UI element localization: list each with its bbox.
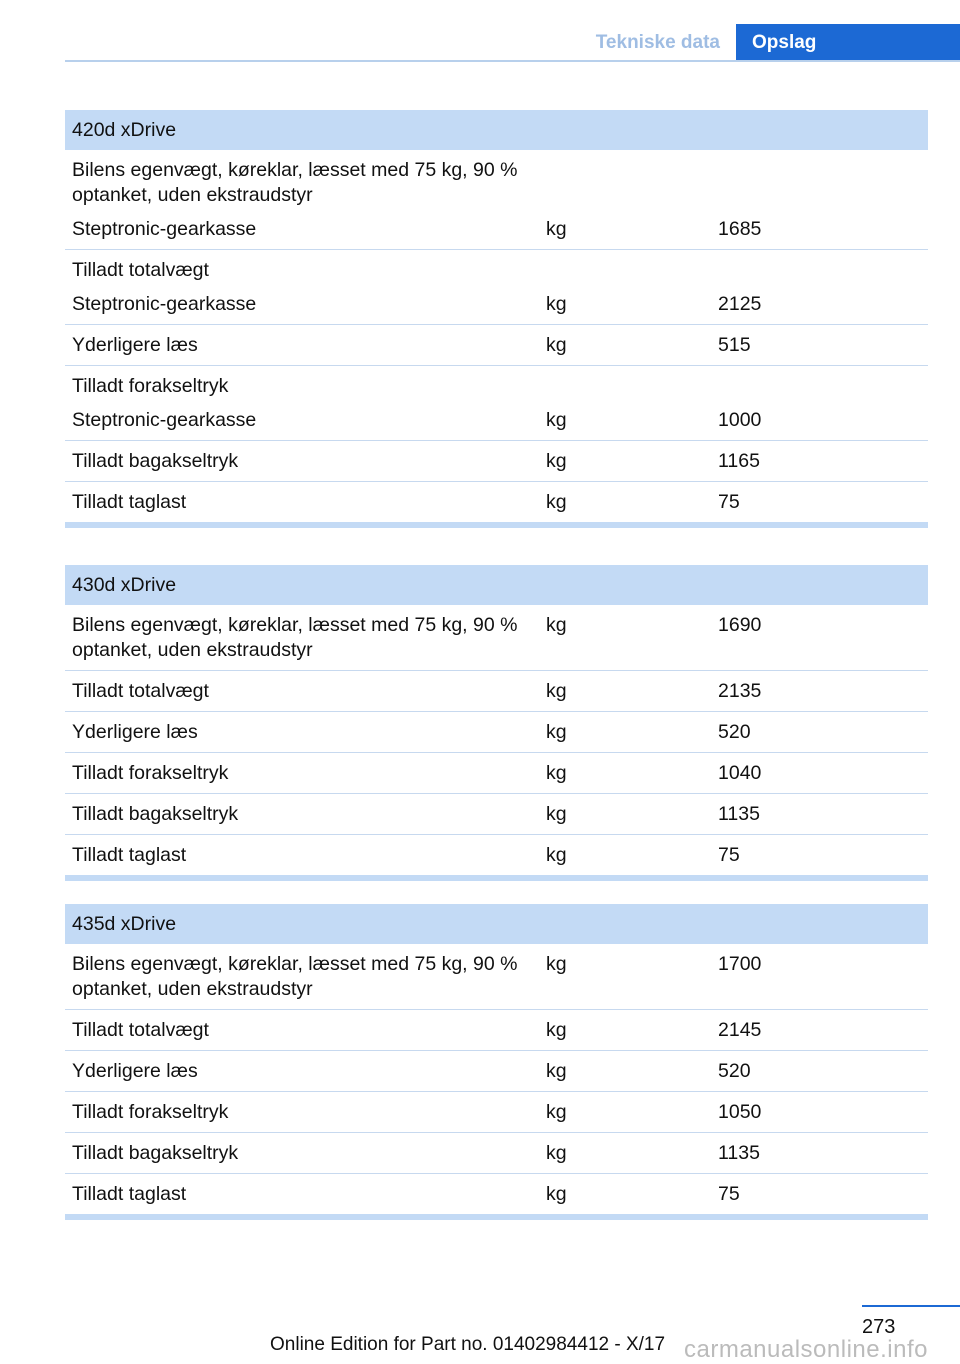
row-label: Steptronic-gearkasse [65,284,539,325]
row-unit: kg [539,1133,711,1174]
row-value [711,250,928,285]
header-tab-opslag[interactable]: Opslag [736,24,960,62]
row-value: 1040 [711,753,928,794]
row-value: 1135 [711,1133,928,1174]
row-label: Tilladt bagakseltryk [65,441,539,482]
row-value: 1165 [711,441,928,482]
footer-edition: Online Edition for Part no. 01402984412 - X/17 [270,1334,666,1355]
row-label: Tilladt forakseltryk [65,753,539,794]
table-row [65,671,928,712]
table-row [65,1174,928,1218]
row-label: Tilladt taglast [65,835,539,879]
row-label: Steptronic-gearkasse [65,209,539,250]
row-value: 520 [711,1051,928,1092]
table-row [65,794,928,835]
table-row [65,325,928,366]
row-value: 2135 [711,671,928,712]
row-unit [539,150,711,209]
watermark: carmanualsonline.info [684,1336,928,1363]
page-number: 273 [862,1316,896,1338]
row-label: Bilens egenvægt, køreklar, læsset med 75 kg, 90 % optanket, uden ekstraudstyr [65,605,539,671]
page-number-rule [862,1305,960,1307]
row-unit: kg [539,284,711,325]
row-value: 1135 [711,794,928,835]
row-label: Yderligere læs [65,325,539,366]
table-title: 420d xDrive [65,110,928,150]
row-value: 1000 [711,400,928,441]
row-label: Tilladt taglast [65,1174,539,1218]
table-title: 435d xDrive [65,904,928,944]
table-row [65,482,928,526]
row-unit: kg [539,944,711,1010]
table-row [65,250,928,285]
table-row [65,150,928,209]
row-label: Tilladt totalvægt [65,671,539,712]
table-row [65,753,928,794]
table-row [65,605,928,671]
row-unit: kg [539,1092,711,1133]
spec-table-435d [65,904,928,1220]
row-value: 2125 [711,284,928,325]
table-row [65,1010,928,1051]
table-title-row [65,565,928,605]
row-value [711,150,928,209]
row-label: Tilladt taglast [65,482,539,526]
table-row [65,284,928,325]
table-row [65,1133,928,1174]
row-label: Yderligere læs [65,712,539,753]
row-label: Tilladt forakseltryk [72,375,229,397]
spec-table-430d [65,565,928,881]
row-label: Bilens egenvægt, køreklar, læsset med 75 kg, 90 % optanket, uden ekstraudstyr [65,944,539,1010]
row-unit: kg [539,1010,711,1051]
row-label: Steptronic-gearkasse [65,400,539,441]
row-value: 1685 [711,209,928,250]
table-title: 430d xDrive [65,565,928,605]
table-row [65,441,928,482]
row-unit [539,366,711,401]
header-section-title: Tekniske data [595,31,720,53]
table-row [65,835,928,879]
row-value: 75 [711,1174,928,1218]
row-unit: kg [539,400,711,441]
row-unit: kg [539,794,711,835]
row-unit: kg [539,209,711,250]
row-value: 515 [711,325,928,366]
row-label: Yderligere læs [65,1051,539,1092]
row-unit: kg [539,671,711,712]
table-row [65,944,928,1010]
table-row [65,1051,928,1092]
row-unit: kg [539,712,711,753]
row-unit: kg [539,753,711,794]
table-title-row [65,904,928,944]
row-value: 75 [711,482,928,526]
spec-table-420d [65,110,928,528]
row-unit: kg [539,482,711,526]
row-unit: kg [539,605,711,671]
row-label: Tilladt totalvægt [72,259,209,281]
table-row [65,1092,928,1133]
row-unit: kg [539,835,711,879]
row-unit: kg [539,325,711,366]
row-value: 75 [711,835,928,879]
row-value: 520 [711,712,928,753]
row-unit: kg [539,1051,711,1092]
row-label: Tilladt bagakseltryk [65,794,539,835]
row-value: 1700 [711,944,928,1010]
row-label: Tilladt forakseltryk [65,1092,539,1133]
table-row [65,712,928,753]
row-label: Tilladt totalvægt [65,1010,539,1051]
row-unit [539,250,711,285]
table-row [65,400,928,441]
table-title-row [65,110,928,150]
row-value [711,366,928,401]
row-value: 1050 [711,1092,928,1133]
header-divider [65,60,960,62]
row-value: 2145 [711,1010,928,1051]
row-unit: kg [539,1174,711,1218]
row-label: Bilens egenvægt, køreklar, læsset med 75 kg, 90 % optanket, uden ekstraudstyr [72,159,518,206]
row-value: 1690 [711,605,928,671]
table-row [65,209,928,250]
row-unit: kg [539,441,711,482]
table-row [65,366,928,401]
row-label: Tilladt bagakseltryk [65,1133,539,1174]
